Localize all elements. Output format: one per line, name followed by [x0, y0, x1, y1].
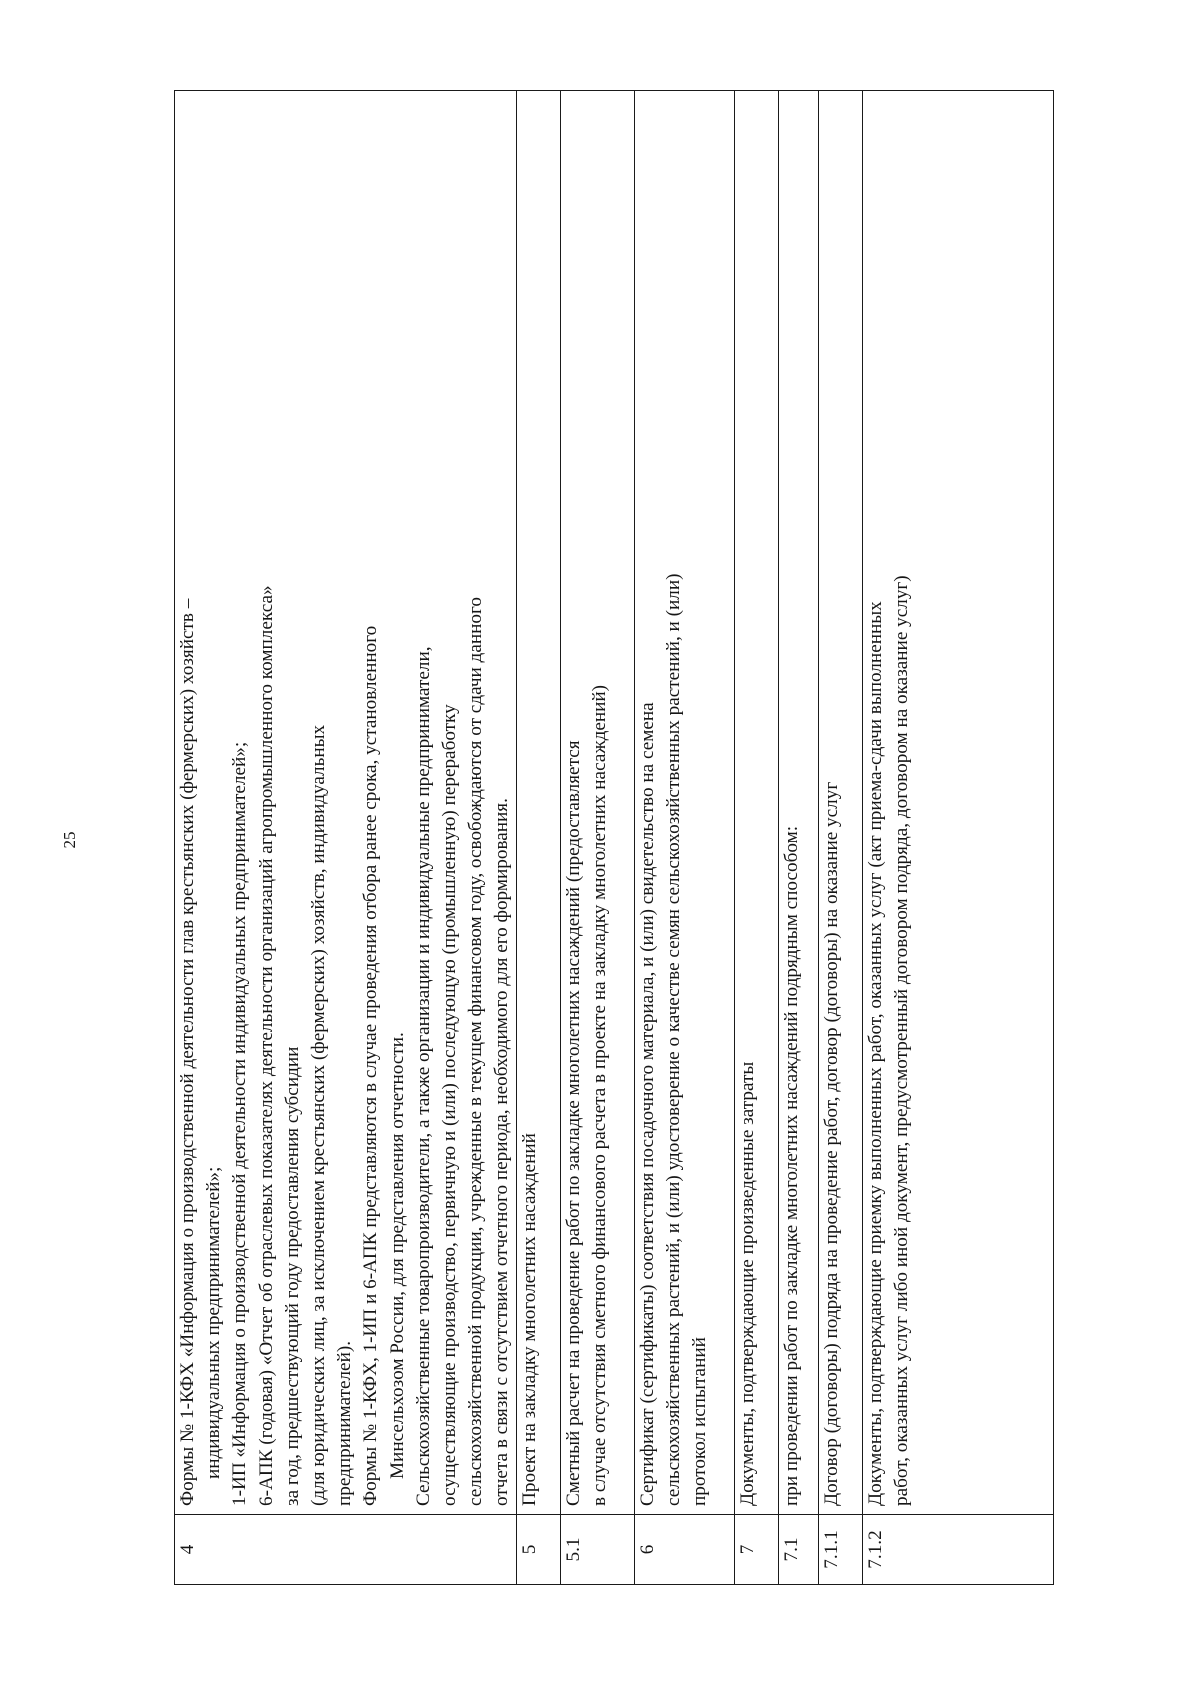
text-line: сельскохозяйственной продукции, учрежденные в текущем финансовом году, освобождаются от сдачи данного — [465, 597, 487, 1506]
row-number: 4 — [175, 1515, 517, 1585]
text-line: предпринимателей). — [334, 1340, 356, 1506]
text-line: Сертификат (сертификаты) соответствия посадочного материала, и (или) свидетельство на семена — [636, 702, 658, 1506]
text-line: Сметный расчет на проведение работ по закладке многолетних насаждений (предоставляется — [562, 740, 584, 1506]
text-line: сельскохозяйственных растений, и (или) удостоверение о качестве семян сельскохозяйственных растений, и (или) — [662, 573, 684, 1506]
row-text — [862, 91, 1053, 1515]
row-text — [818, 91, 862, 1515]
row-text — [634, 91, 734, 1515]
row-text — [175, 91, 517, 1515]
text-line: Договор (договоры) подряда на проведение работ, договор (договоры) на оказание услуг — [820, 781, 842, 1506]
text-line: Минсельхозом России, для представления отчетности. — [386, 1032, 408, 1479]
text-line: индивидуальных предпринимателей»; — [203, 1166, 225, 1479]
row-number: 5.1 — [560, 1515, 634, 1585]
row-number: 7.1.1 — [818, 1515, 862, 1585]
row-number: 5 — [516, 1515, 560, 1585]
text-line: Документы, подтверждающие произведенные затраты — [736, 1061, 758, 1506]
row-number: 7.1.2 — [862, 1515, 1053, 1585]
row-number: 6 — [634, 1515, 734, 1585]
text-line: Документы, подтверждающие приемку выполненных работ, оказанных услуг (акт приема-сдачи выполненных — [864, 601, 886, 1506]
row-text — [560, 91, 634, 1515]
table-row — [560, 91, 634, 1585]
text-line: работ, оказанных услуг либо иной документ, предусмотренный договором подряда, договором на оказание услуг) — [890, 575, 912, 1506]
text-line: (для юридических лиц, за исключением крестьянских (фермерских) хозяйств, индивидуальных — [308, 724, 330, 1506]
row-text — [778, 91, 818, 1515]
row-text — [734, 91, 778, 1515]
text-line: 1-ИП «Информация о производственной деятельности индивидуальных предпринимателей»; — [229, 741, 251, 1506]
page-number: 25 — [60, 831, 79, 849]
text-line: при проведении работ по закладке многолетних насаждений подрядным способом: — [780, 825, 802, 1506]
row-number: 7.1 — [778, 1515, 818, 1585]
text-line: за год, предшествующий году предоставления субсидии — [281, 1046, 303, 1506]
text-line: Формы № 1-КФХ «Информация о производственной деятельности глав крестьянских (фермерских) хозяйств – — [177, 598, 198, 1506]
row-text — [516, 91, 560, 1515]
table-row — [175, 91, 517, 1585]
table-row — [818, 91, 862, 1585]
table-row — [734, 91, 778, 1585]
table-row — [634, 91, 734, 1585]
text-line: Формы № 1-КФХ, 1-ИП и 6-АПК представляются в случае проведения отбора ранее срока, установленного — [360, 625, 382, 1506]
documents-table — [174, 90, 1054, 1585]
text-line: Проект на закладку многолетних насаждений — [518, 1133, 540, 1506]
text-line: 6-АПК (годовая) «Отчет об отраслевых показателях деятельности организаций агропромышленного комплекса» — [255, 585, 277, 1506]
table-row — [516, 91, 560, 1585]
text-line: отчета в связи с отсутствием отчетного периода, необходимого для его формирования. — [491, 798, 513, 1506]
text-line: осуществляющие производство, первичную и (или) последующую (промышленную) переработку — [439, 704, 461, 1506]
text-line: протокол испытаний — [689, 1337, 711, 1506]
text-line: Сельскохозяйственные товаропроизводители, а также организации и индивидуальные предприниматели, — [412, 646, 434, 1506]
text-line: в случае отсутствия сметного финансового расчета в проекте на закладку многолетних насаждений) — [588, 684, 610, 1506]
table-row — [778, 91, 818, 1585]
rotated-page-content — [174, 90, 1054, 1585]
row-number: 7 — [734, 1515, 778, 1585]
table-row — [862, 91, 1053, 1585]
